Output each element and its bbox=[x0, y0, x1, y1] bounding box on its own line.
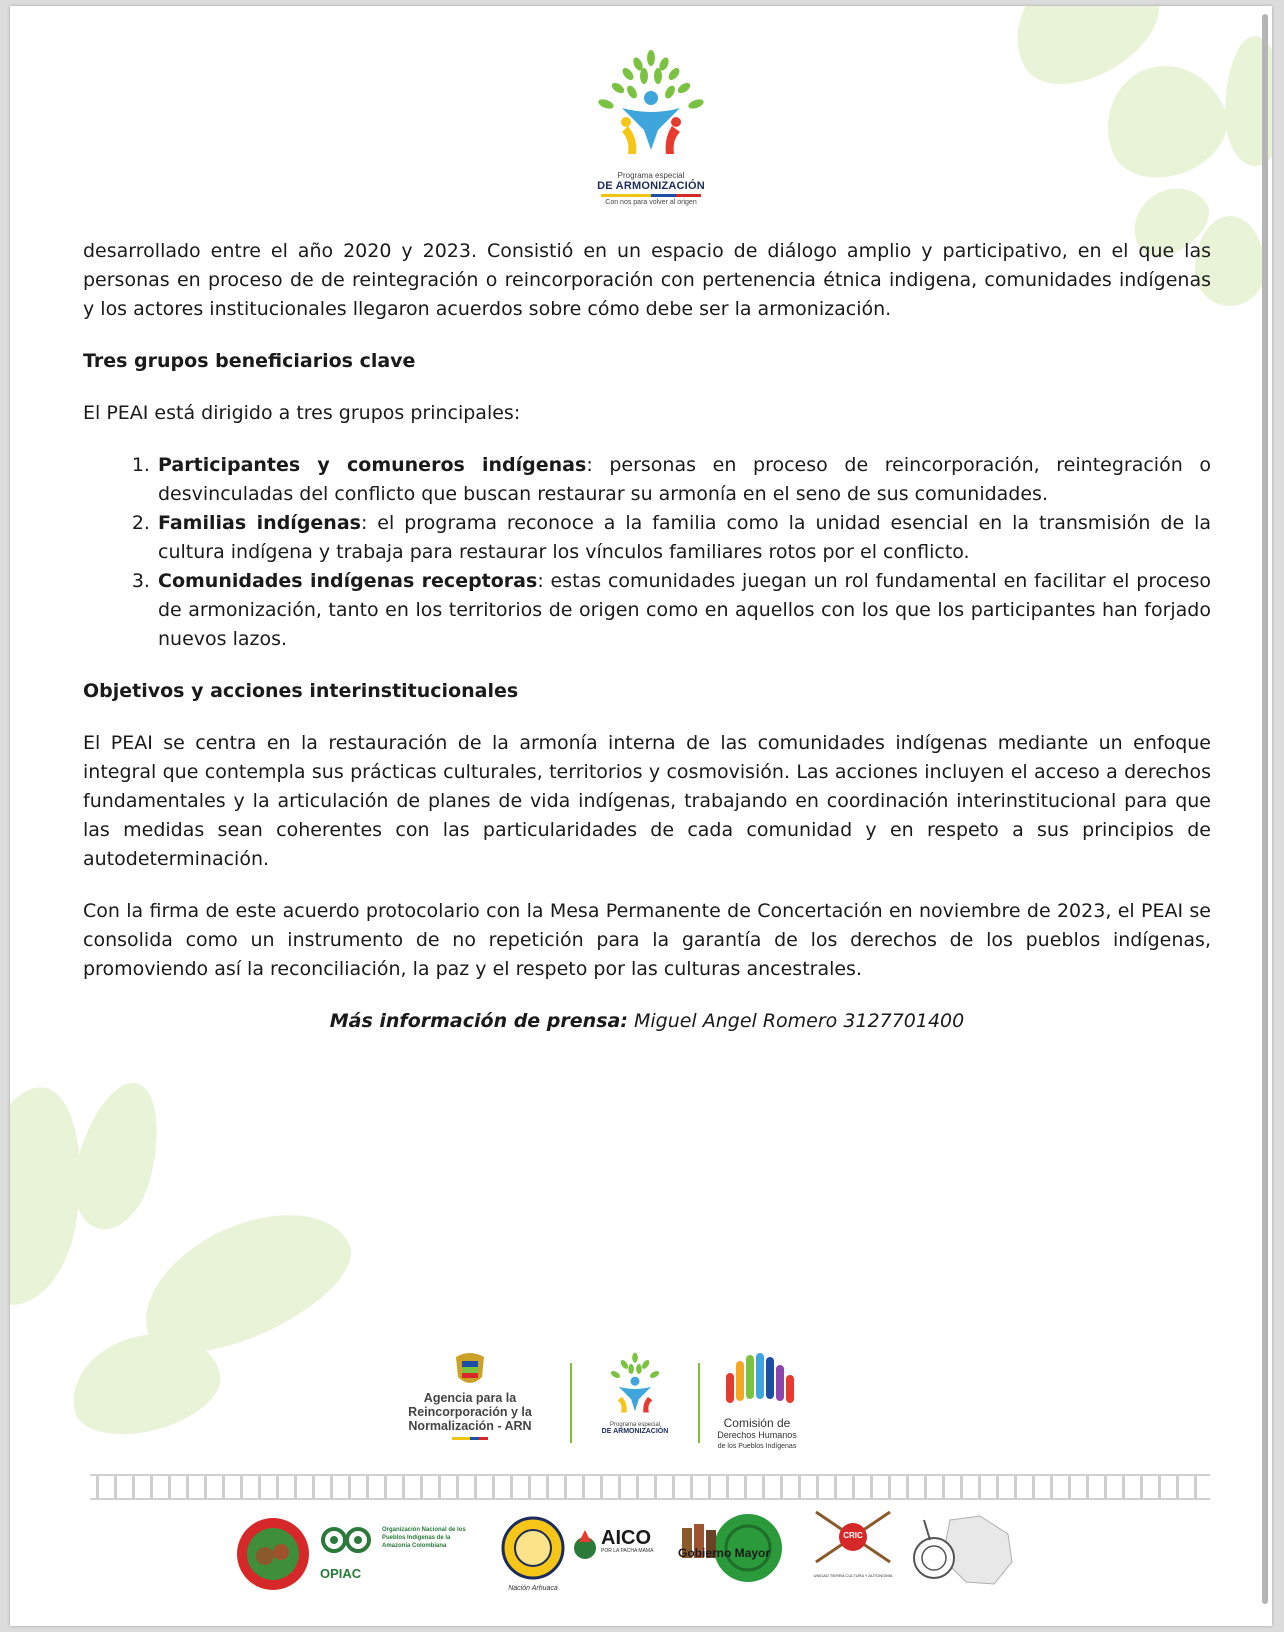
opiac-name: OPIAC bbox=[320, 1566, 362, 1581]
aico-sub: POR LA PACHA MAMA bbox=[601, 1548, 654, 1554]
greek-key-border bbox=[90, 1474, 1210, 1500]
aico-name: AICO bbox=[601, 1527, 651, 1549]
document-body bbox=[83, 237, 1211, 1036]
onic-logo-icon bbox=[235, 1516, 311, 1592]
nacion-arhuaca-logo bbox=[498, 1516, 568, 1592]
list-item bbox=[156, 451, 1211, 509]
opiac-desc: Pueblos Indígenas de la bbox=[382, 1535, 451, 1541]
list-item-term: Familias indígenas bbox=[158, 512, 361, 534]
cddh-line: de los Pueblos Indígenas bbox=[717, 1443, 797, 1450]
flag-bar bbox=[601, 194, 701, 197]
coat-of-arms-icon bbox=[452, 1351, 488, 1389]
decorative-leaf bbox=[1090, 49, 1240, 193]
arn-line: Normalización - ARN bbox=[408, 1419, 532, 1433]
peai-small-logo bbox=[580, 1351, 690, 1435]
section-heading-beneficiarios: Tres grupos beneficiarios clave bbox=[83, 350, 416, 372]
partner-logos bbox=[390, 1351, 830, 1461]
list-item-text: : estas comunidades juegan un rol fundamental en facilitar el proceso de armonización, tanto en los territorios de origen como en aquellos con los que los participantes han forjado nuevos lazos. bbox=[158, 570, 1211, 650]
scrollbar[interactable] bbox=[1262, 14, 1268, 1604]
logo-tagline: Con nos para volver al origen bbox=[605, 199, 697, 206]
list-item-text: : el programa reconoce a la familia como la unidad esencial en la transmisión de la cultura indígena y trabaja para restaurar los vínculos familiares rotos por el conflicto. bbox=[158, 512, 1211, 563]
beneficiary-list bbox=[83, 451, 1211, 654]
separator bbox=[570, 1363, 572, 1443]
cric-logo bbox=[808, 1506, 898, 1578]
press-contact-name: Miguel Angel Romero 3127701400 bbox=[627, 1010, 965, 1032]
opiac-desc: Amazonía Colombiana bbox=[382, 1543, 447, 1549]
cric-sub: UNIDAD TIERRA CULTURA Y AUTONOMÍA bbox=[813, 1573, 893, 1578]
decorative-leaf bbox=[62, 1074, 173, 1238]
gobierno-name: Gobierno Mayor bbox=[678, 1546, 771, 1560]
flag-bar bbox=[452, 1437, 488, 1440]
peai-small-title: DE ARMONIZACIÓN bbox=[601, 1428, 669, 1435]
tree-logo-icon bbox=[600, 1351, 670, 1417]
spiral-icon bbox=[320, 1526, 378, 1566]
list-item bbox=[156, 567, 1211, 654]
separator bbox=[698, 1363, 700, 1443]
tree-logo-icon bbox=[592, 46, 710, 164]
cddh-line: Derechos Humanos bbox=[717, 1430, 797, 1440]
document-page bbox=[10, 6, 1272, 1626]
section-lead: El PEAI está dirigido a tres grupos principales: bbox=[83, 402, 521, 424]
gobierno-mayor-logo bbox=[678, 1506, 798, 1596]
logo-title: DE ARMONIZACIÓN bbox=[597, 180, 705, 192]
aico-logo bbox=[572, 1528, 672, 1562]
peai-small-line: Programa especial bbox=[609, 1422, 661, 1428]
opiac-desc: Organización Nacional de los bbox=[382, 1527, 466, 1533]
header-logo bbox=[592, 46, 710, 216]
aico-emblem-icon bbox=[572, 1528, 598, 1562]
closing-paragraph: Con la firma de este acuerdo protocolario con la Mesa Permanente de Concertación en noviembre de 2023, el PEAI se consolida como un instrumento de no repetición para la garantía de los derechos de los pueblos indígenas, promoviendo así la reconciliación, la paz y el respeto por las culturas ancestrales. bbox=[83, 900, 1211, 980]
arn-line: Reincorporación y la bbox=[408, 1405, 532, 1419]
cric-name: CRIC bbox=[843, 1531, 863, 1540]
arn-logo-text bbox=[390, 1391, 550, 1440]
arn-line: Agencia para la bbox=[423, 1391, 517, 1405]
press-contact bbox=[83, 1007, 1211, 1036]
section-heading-objetivos: Objetivos y acciones interinstitucionales bbox=[83, 680, 519, 702]
objectives-paragraph: El PEAI se centra en la restauración de la armonía interna de las comunidades indígenas mediante un enfoque integral que contempla sus prácticas culturales, territorios y cosmovisión. Las acciones incluyen el acceso a derechos fundamentales y la articulación de planes de vida indígenas, trabajando en coordinación interinstitucional para que las medidas sean coherentes con las particularidades de cada comunidad y en respeto a sus principios de autodeterminación. bbox=[83, 732, 1211, 870]
list-item-text: : personas en proceso de reincorporación, reintegración o desvinculadas del conflicto que buscan restaurar su armonía en el seno de sus comunidades. bbox=[158, 454, 1212, 505]
list-item bbox=[156, 509, 1211, 567]
intro-paragraph: desarrollado entre el año 2020 y 2023. Consistió en un espacio de diálogo amplio y participativo, en el que las personas en proceso de de reintegración o reincorporación con pertenencia étnica indigena, comunidades indígenas y los actores institucionales llegaron acuerdos sobre cómo debe ser la armonización. bbox=[83, 240, 1211, 320]
cddh-line: Comisión de bbox=[723, 1416, 791, 1430]
map-seal-logo-icon bbox=[910, 1510, 1020, 1590]
press-label: Más información de prensa: bbox=[329, 1010, 628, 1032]
cddh-logo-text bbox=[702, 1417, 812, 1453]
arhuaca-seal-icon bbox=[501, 1516, 565, 1580]
hands-icon bbox=[720, 1351, 796, 1415]
logo-subtitle: Programa especial bbox=[617, 171, 685, 180]
opiac-logo bbox=[320, 1526, 490, 1581]
organization-logos bbox=[210, 1506, 1050, 1616]
nacion-text: Nación Arhuaca bbox=[508, 1585, 558, 1592]
list-item-term: Comunidades indígenas receptoras bbox=[158, 570, 538, 592]
list-item-term: Participantes y comuneros indígenas bbox=[158, 454, 587, 476]
